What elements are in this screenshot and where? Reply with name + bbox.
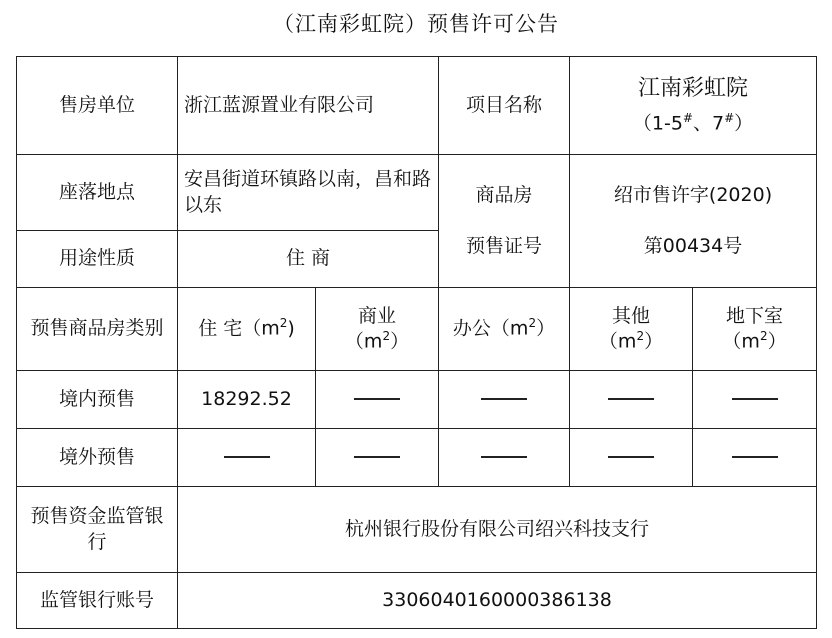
basement-header: 地下室 $(m^2)$ [693,288,817,371]
empty-dash [354,456,400,458]
domestic-office [439,371,570,429]
bank-label: 预售资金监管银行 [17,487,178,573]
project-label: 项目名称 [439,57,570,155]
table-row [17,487,817,573]
cert-value: 绍市售许字(2020) 第00434号 [570,155,817,288]
empty-dash [732,456,778,458]
usage-value: 住 商 [178,231,439,288]
domestic-residential: 18292.52 [178,371,316,429]
account-value: 3306040160000386138 [178,573,817,629]
empty-dash [608,456,654,458]
table-row [17,573,817,629]
overseas-label: 境外预售 [17,429,178,487]
domestic-other [570,371,693,429]
empty-dash [608,398,654,400]
seller-value: 浙江蓝源置业有限公司 [178,57,439,155]
residential-header: 住 宅$(m^2)$ [178,288,316,371]
location-value: 安昌街道环镇路以南，昌和路以东 [178,155,439,231]
table-row [17,371,817,429]
domestic-commercial [316,371,439,429]
commercial-header: 商业 $(m^2)$ [316,288,439,371]
other-header: 其他 $(m^2)$ [570,288,693,371]
table-row [17,429,817,487]
empty-dash [481,398,527,400]
category-label: 预售商品房类别 [17,288,178,371]
overseas-commercial [316,429,439,487]
table-row [17,288,817,371]
bank-value: 杭州银行股份有限公司绍兴科技支行 [178,487,817,573]
overseas-residential [178,429,316,487]
seller-label: 售房单位 [17,57,178,155]
office-header: 办公$(m^2)$ [439,288,570,371]
project-units: （1-5#、7#） [632,111,754,135]
overseas-basement [693,429,817,487]
empty-dash [732,398,778,400]
table-row [17,155,817,231]
overseas-office [439,429,570,487]
table-row [17,57,817,155]
account-label: 监管银行账号 [17,573,178,629]
cert-label: 商品房 预售证号 [439,155,570,288]
empty-dash [354,398,400,400]
domestic-basement [693,371,817,429]
project-name: 江南彩虹院 [638,76,749,102]
location-label: 座落地点 [17,155,178,231]
domestic-label: 境内预售 [17,371,178,429]
document-title: （江南彩虹院）预售许可公告 [273,12,559,36]
presale-permit-table [16,56,817,629]
empty-dash [224,456,270,458]
project-value [570,57,817,155]
empty-dash [481,456,527,458]
overseas-other [570,429,693,487]
usage-label: 用途性质 [17,231,178,288]
